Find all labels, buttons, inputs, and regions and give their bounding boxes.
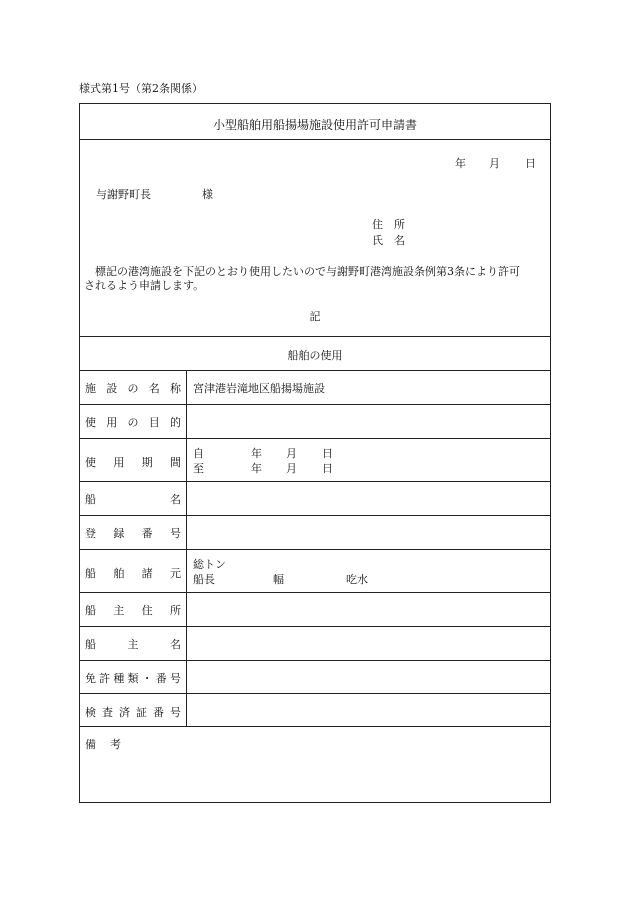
body-text-line2: されるよう申請します。 — [84, 279, 205, 292]
period-to-year: 年 — [251, 462, 262, 475]
facility-name-value: 宮津港岩滝地区船揚場施設 — [193, 382, 325, 395]
form-number: 様式第1号（第2条関係） — [79, 82, 203, 95]
ship-name-label: 船 名 — [85, 493, 181, 506]
specs-length: 船長 — [193, 573, 215, 586]
divider — [80, 515, 550, 516]
specs-width: 幅 — [273, 573, 284, 586]
divider — [80, 139, 550, 140]
divider — [80, 481, 550, 482]
specs-draft: 吃水 — [346, 573, 368, 586]
remarks-label: 備考 — [85, 738, 135, 751]
divider — [80, 404, 550, 405]
divider — [80, 438, 550, 439]
purpose-label: 使 用 の 目 的 — [85, 416, 181, 429]
inspection-label: 検 査 済 証 番 号 — [85, 706, 181, 719]
applicant-address-label: 住 所 — [372, 218, 405, 231]
period-from: 自 — [193, 447, 204, 460]
period-to: 至 — [193, 462, 204, 475]
divider — [80, 592, 550, 593]
date-year: 年 — [455, 157, 466, 170]
facility-name-label: 施 設 の 名 称 — [85, 382, 181, 395]
divider — [80, 370, 550, 371]
body-text-line1: 標記の港湾施設を下記のとおり使用したいので与謝野町港湾施設条例第3条により許可 — [84, 265, 520, 278]
divider — [80, 336, 550, 337]
date-day: 日 — [525, 157, 536, 170]
period-to-month: 月 — [286, 462, 297, 475]
license-label: 免 許 種 類 ・ 番 号 — [85, 672, 181, 685]
ki-mark: 記 — [309, 310, 321, 323]
period-to-day: 日 — [322, 462, 333, 475]
period-from-day: 日 — [322, 447, 333, 460]
addressee-honorific: 様 — [202, 188, 213, 201]
section-heading: 船舶の使用 — [287, 349, 343, 362]
specs-label: 船 舶 諸 元 — [85, 567, 181, 580]
divider — [80, 726, 550, 727]
period-label: 使 用 期 間 — [85, 456, 181, 469]
applicant-name-label: 氏 名 — [372, 234, 405, 247]
divider — [80, 660, 550, 661]
owner-name-label: 船 主 名 — [85, 638, 181, 651]
specs-tonnage: 総トン — [193, 558, 226, 571]
registration-label: 登 録 番 号 — [85, 527, 181, 540]
period-from-year: 年 — [251, 447, 262, 460]
divider — [80, 693, 550, 694]
application-form — [79, 103, 551, 803]
owner-address-label: 船 主 住 所 — [85, 604, 181, 617]
column-divider — [186, 370, 187, 726]
form-title: 小型船舶用船揚場施設使用許可申請書 — [212, 118, 417, 132]
divider — [80, 626, 550, 627]
period-from-month: 月 — [286, 447, 297, 460]
date-month: 月 — [489, 157, 500, 170]
divider — [80, 549, 550, 550]
addressee-name: 与謝野町長 — [96, 188, 151, 201]
